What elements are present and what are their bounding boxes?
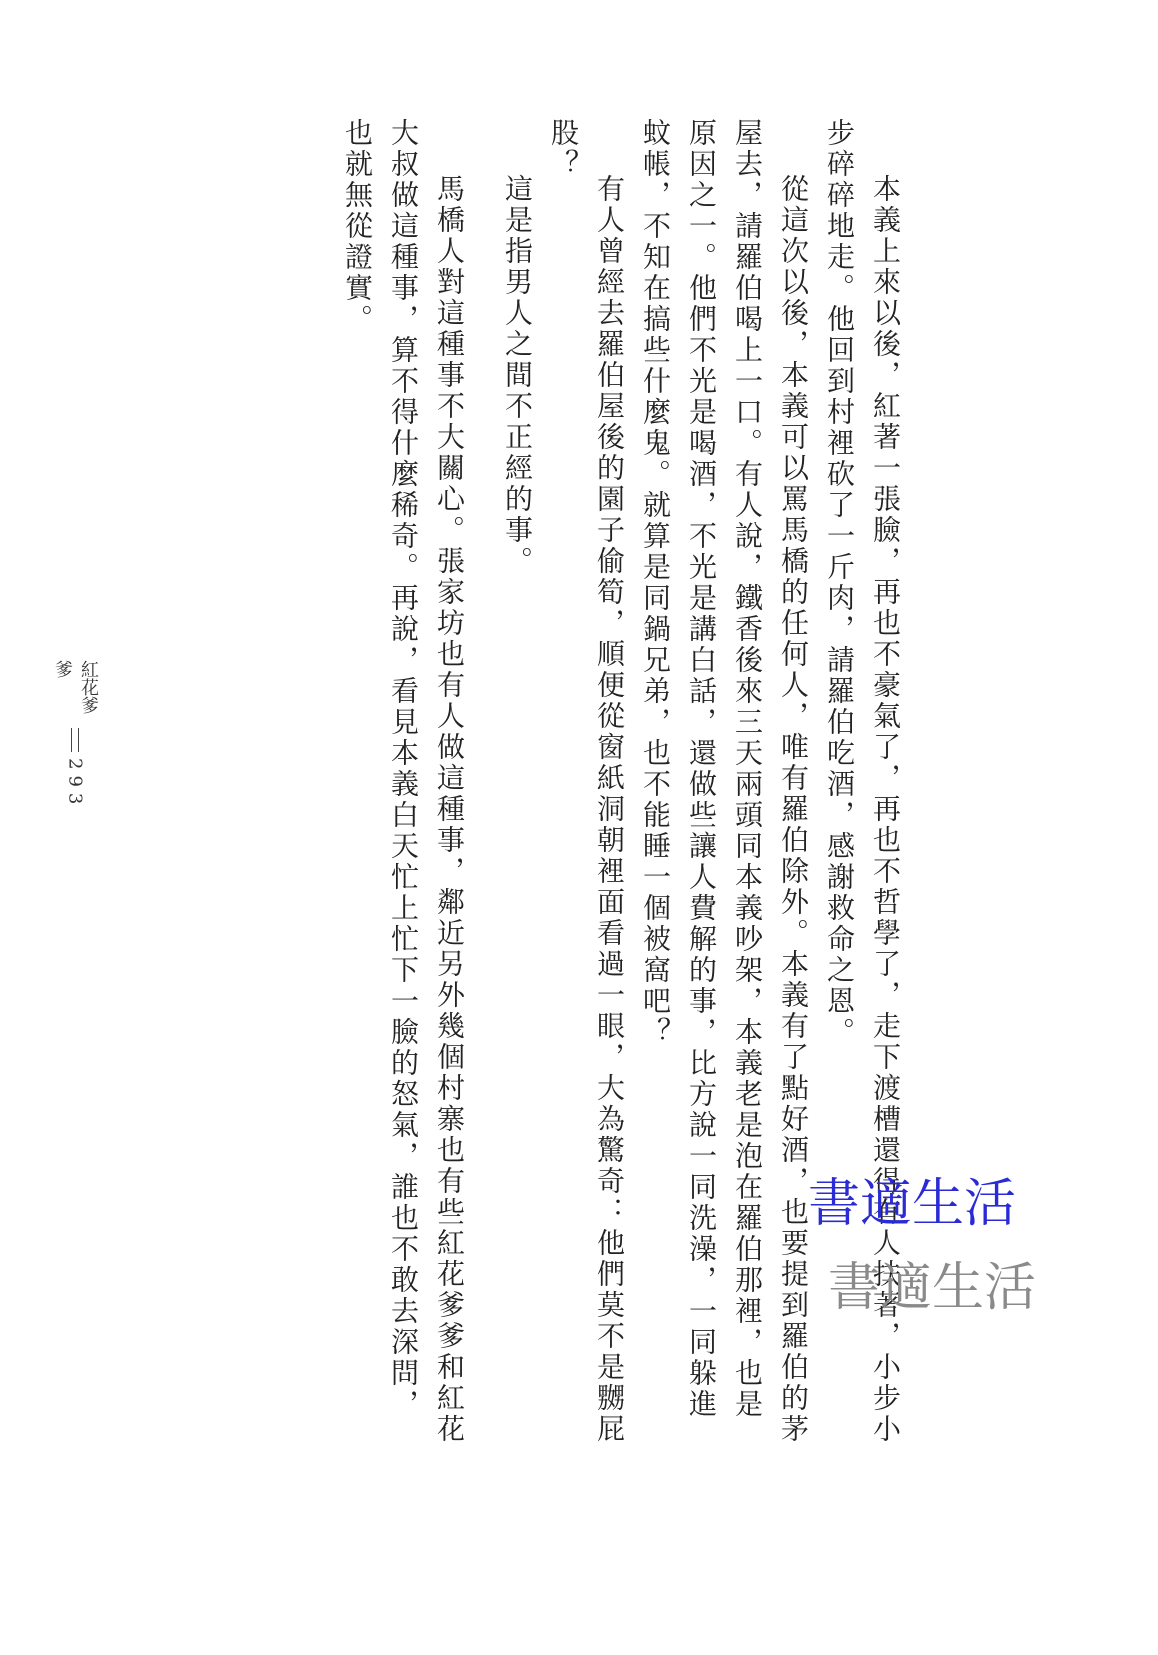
page-footer	[52, 660, 99, 810]
paragraph: 馬橋人對這種事不大關心。張家坊也有人做這種事，鄰近另外幾個村寨也有些紅花爹爹和紅花大叔做這種事，算不得什麼稀奇。再說，看見本義白天忙上忙下一臉的怒氣，誰也不敢去深問，也就無從證實。	[341, 118, 466, 1445]
footer-divider	[71, 728, 79, 752]
paragraph: 有人曾經去羅伯屋後的園子偷筍，順便從窗紙洞朝裡面看過一眼，大為驚奇：他們莫不是嬲屁股？	[547, 118, 626, 1445]
page-number: 293	[64, 757, 86, 810]
watermark-gray: 書適生活	[828, 1258, 1037, 1318]
paragraph: 這是指男人之間不正經的事。	[501, 174, 534, 577]
paragraph: 本義上來以後，紅著一張臉，再也不豪氣了，再也不哲學了，走下渡槽還得有人扶著，小步小步碎碎地走。他回到村裡砍了一斤肉，請羅伯吃酒，感謝救命之恩。	[823, 118, 902, 1445]
book-title: 紅花爹爹	[52, 660, 99, 714]
watermark-blue: 書適生活	[808, 1174, 1017, 1234]
body-text	[341, 118, 908, 1448]
paragraph: 從這次以後，本義可以罵馬橋的任何人，唯有羅伯除外。本義有了點好酒，也要提到羅伯的茅屋去，請羅伯喝上一口。有人說，鐵香後來三天兩頭同本義吵架，本義老是泡在羅伯那裡，也是原因之一。他們不光是喝酒，不光是講白話，還做些讓人費解的事，比方說一同洗澡，一同躲進蚊帳，不知在搞些什麼鬼。就算是同鍋兄弟，也不能睡一個被窩吧？	[639, 118, 810, 1445]
